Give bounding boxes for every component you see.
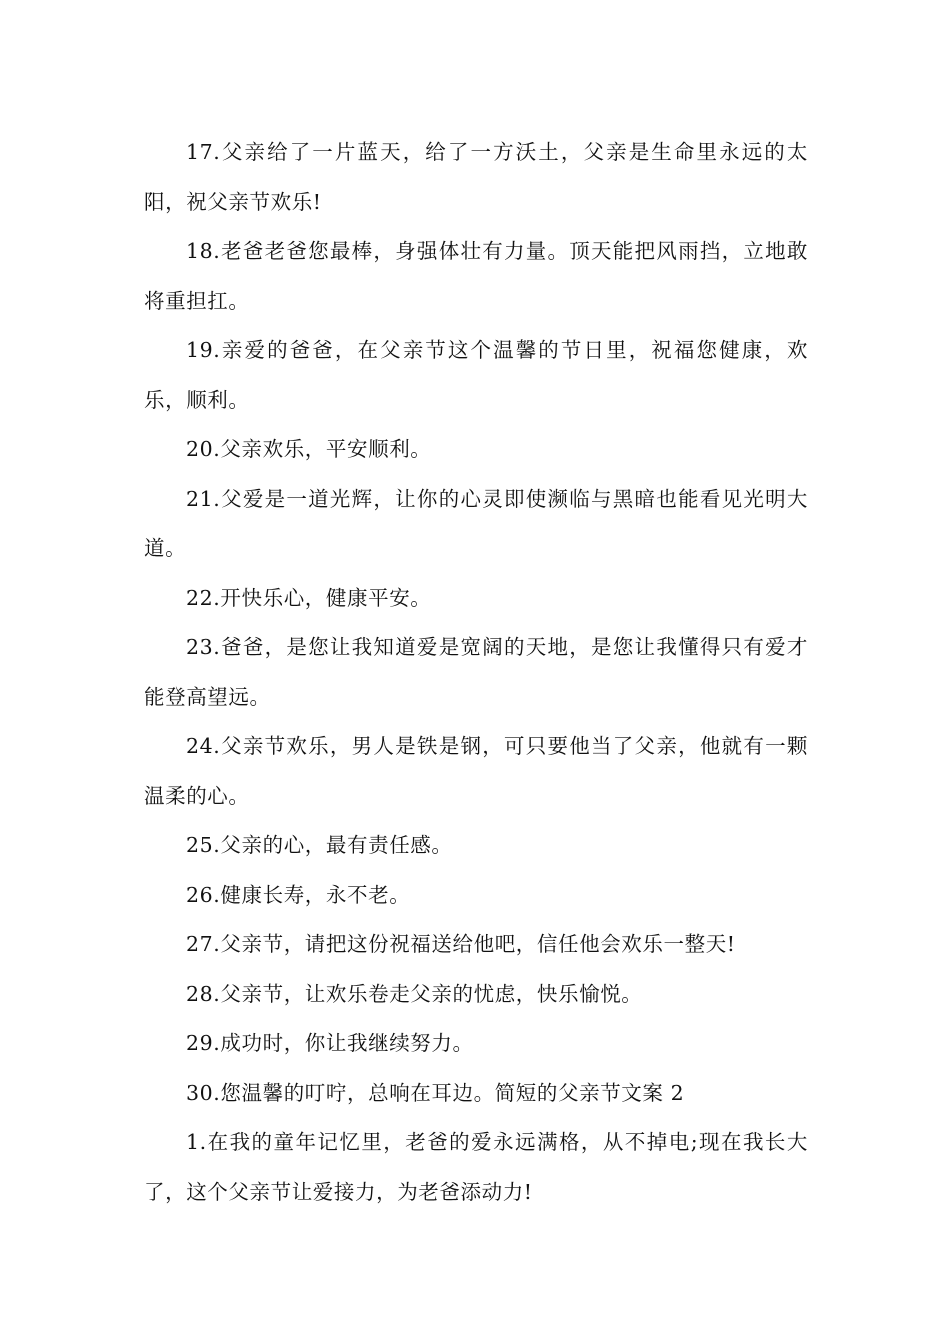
paragraph-30: 30.您温馨的叮咛，总响在耳边。简短的父亲节文案 2 [186,1080,685,1105]
paragraph-22: 22.开快乐心，健康平安。 [186,585,432,610]
paragraph-17: 17.父亲给了一片蓝天，给了一方沃土，父亲是生命里永远的太阳，祝父亲节欢乐! [144,140,808,214]
paragraph-section2-1: 1.在我的童年记忆里，老爸的爱永远满格，从不掉电;现在我长大了，这个父亲节让爱接力，为老爸添动力! [144,1130,808,1204]
paragraph-27: 27.父亲节，请把这份祝福送给他吧，信任他会欢乐一整天! [186,932,736,956]
paragraph-25: 25.父亲的心，最有责任感。 [186,833,453,857]
paragraph-19: 19.亲爱的爸爸，在父亲节这个温馨的节日里，祝福您健康，欢乐，顺利。 [144,338,808,412]
paragraph-29: 29.成功时，你让我继续努力。 [186,1031,474,1055]
paragraph-24: 24.父亲节欢乐，男人是铁是钢，可只要他当了父亲，他就有一颗温柔的心。 [144,734,808,808]
paragraph-28: 28.父亲节，让欢乐卷走父亲的忧虑，快乐愉悦。 [186,981,643,1006]
paragraph-18: 18.老爸老爸您最棒，身强体壮有力量。顶天能把风雨挡，立地敢将重担扛。 [144,239,808,313]
document-body [144,128,808,1217]
paragraph-23: 23.爸爸，是您让我知道爱是宽阔的天地，是您让我懂得只有爱才能登高望远。 [144,635,808,709]
paragraph-21: 21.父爱是一道光辉，让你的心灵即使濒临与黑暗也能看见光明大道。 [144,486,808,560]
paragraph-20: 20.父亲欢乐，平安顺利。 [186,437,432,461]
paragraph-26: 26.健康长寿，永不老。 [186,882,411,907]
